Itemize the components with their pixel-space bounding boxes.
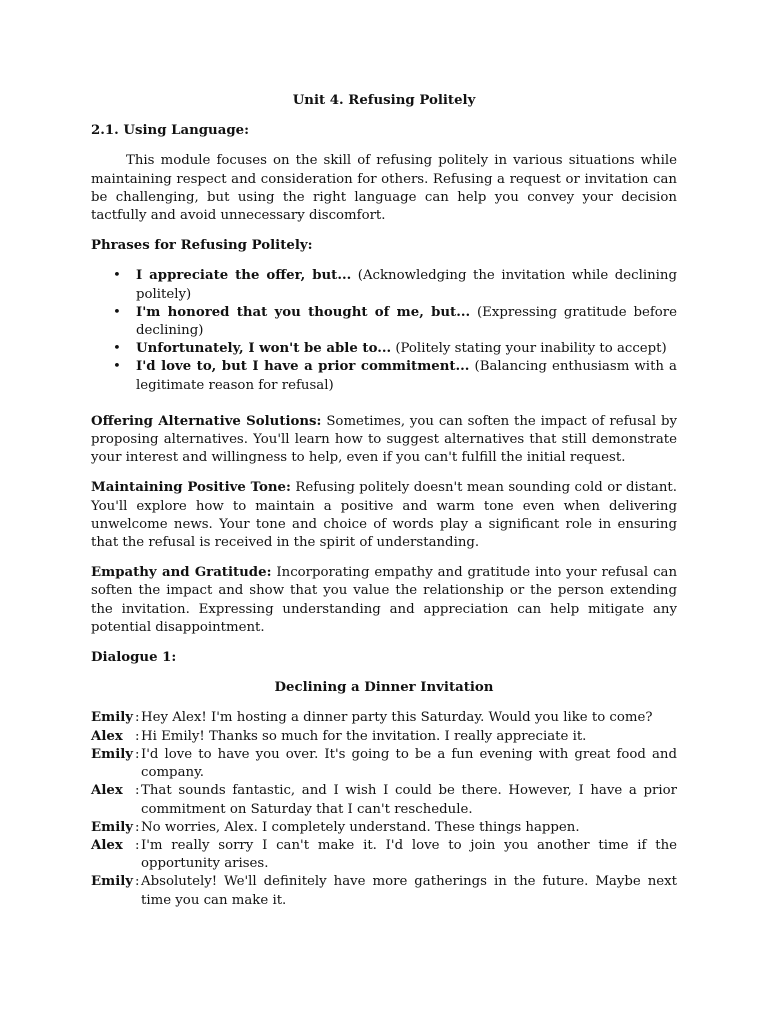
dialogue-text: No worries, Alex. I completely understand. These things happen. bbox=[141, 819, 580, 835]
phrase-note: (Acknowledging the invitation while declining politely) bbox=[136, 268, 677, 302]
dialogue-line bbox=[91, 819, 677, 837]
phrases-heading: Phrases for Refusing Politely: bbox=[91, 238, 313, 254]
dialogue-line bbox=[91, 728, 677, 746]
dialogue-text: Hi Emily! Thanks so much for the invitation. I really appreciate it. bbox=[141, 728, 587, 744]
dialogue-title: Declining a Dinner Invitation bbox=[274, 680, 494, 696]
phrase-note: (Politely stating your inability to accept) bbox=[391, 341, 667, 357]
phrase-bold: I'm honored that you thought of me, but... bbox=[136, 304, 471, 320]
list-item bbox=[91, 358, 677, 394]
dialogue-line bbox=[91, 873, 677, 909]
speaker-name: Emily bbox=[91, 819, 134, 835]
bullet-icon: • bbox=[113, 359, 121, 375]
dialogue-line bbox=[91, 782, 677, 818]
paragraph-body: Sometimes, you can soften the impact of refusal by proposing alternatives. You'll learn how to suggest alternatives that still demonstrate your interest and willingness to help, even if you can't fulfill the initial request. bbox=[91, 413, 677, 466]
speaker-name: Emily bbox=[91, 874, 134, 890]
speaker-name: Alex bbox=[91, 728, 123, 744]
dialogue-line bbox=[91, 837, 677, 873]
dialogue bbox=[91, 709, 677, 909]
paragraph-lead: Empathy and Gratitude: bbox=[91, 565, 272, 581]
dialogue-text: That sounds fantastic, and I wish I could be there. However, I have a prior commitment on Saturday that I can't reschedule. bbox=[141, 783, 677, 817]
speaker-name: Alex bbox=[91, 837, 123, 853]
intro-paragraph: This module focuses on the skill of refusing politely in various situations while maintaining respect and consideration for others. Refusing a request or invitation can be challenging, but using the right language can help you convey your decision tactfully and avoid unnecessary discomfort. bbox=[91, 153, 677, 224]
phrase-note: (Balancing enthusiasm with a legitimate reason for refusal) bbox=[136, 359, 677, 393]
dialogue-line bbox=[91, 709, 677, 727]
dialogue-text: I'd love to have you over. It's going to be a fun evening with great food and company. bbox=[141, 746, 677, 781]
document-page bbox=[91, 92, 677, 910]
paragraph-body: Refusing politely doesn't mean sounding cold or distant. You'll explore how to maintain a positive and warm tone even when delivering unwelcome news. Your tone and choice of words play a significant role in ensuring that the refusal is received in the spirit of understanding. bbox=[91, 480, 677, 551]
speaker-colon: : bbox=[135, 783, 140, 799]
phrase-bold: Unfortunately, I won't be able to... bbox=[136, 341, 392, 357]
speaker-colon: : bbox=[135, 728, 140, 744]
paragraph-lead: Offering Alternative Solutions: bbox=[91, 413, 322, 429]
phrases-list bbox=[91, 267, 677, 394]
paragraph-lead: Maintaining Positive Tone: bbox=[91, 480, 291, 496]
dialogue-text: Hey Alex! I'm hosting a dinner party this Saturday. Would you like to come? bbox=[141, 710, 653, 726]
empathy-paragraph bbox=[91, 564, 677, 637]
speaker-name: Emily bbox=[91, 746, 134, 762]
phrase-bold: I appreciate the offer, but... bbox=[136, 268, 352, 284]
alternatives-paragraph bbox=[91, 413, 677, 468]
speaker-colon: : bbox=[135, 746, 140, 762]
speaker-colon: : bbox=[135, 710, 140, 726]
bullet-icon: • bbox=[113, 268, 121, 284]
page-title: Unit 4. Refusing Politely bbox=[292, 93, 476, 108]
section-heading: 2.1. Using Language: bbox=[91, 123, 249, 139]
paragraph-body: Incorporating empathy and gratitude into your refusal can soften the impact and show that you value the relationship or the person extending the invitation. Expressing understanding and appreciation can help mitigate any potential disappointment. bbox=[91, 565, 678, 635]
phrase-note: (Expressing gratitude before declining) bbox=[136, 304, 677, 339]
speaker-name: Emily bbox=[91, 710, 134, 726]
speaker-colon: : bbox=[135, 819, 140, 835]
speaker-colon: : bbox=[135, 837, 140, 853]
dialogue-text: Absolutely! We'll definitely have more gatherings in the future. Maybe next time you can make it. bbox=[141, 874, 677, 908]
dialogue-text: I'm really sorry I can't make it. I'd love to join you another time if the opportunity arises. bbox=[141, 837, 677, 872]
phrase-bold: I'd love to, but I have a prior commitment... bbox=[136, 359, 470, 375]
list-item bbox=[91, 267, 677, 303]
list-item bbox=[91, 340, 677, 358]
tone-paragraph bbox=[91, 479, 677, 552]
bullet-icon: • bbox=[113, 304, 121, 320]
dialogue-heading: Dialogue 1: bbox=[91, 650, 177, 666]
list-item bbox=[91, 304, 677, 340]
dialogue-line bbox=[91, 746, 677, 782]
speaker-colon: : bbox=[135, 874, 140, 890]
speaker-name: Alex bbox=[91, 783, 123, 799]
bullet-icon: • bbox=[113, 341, 121, 357]
